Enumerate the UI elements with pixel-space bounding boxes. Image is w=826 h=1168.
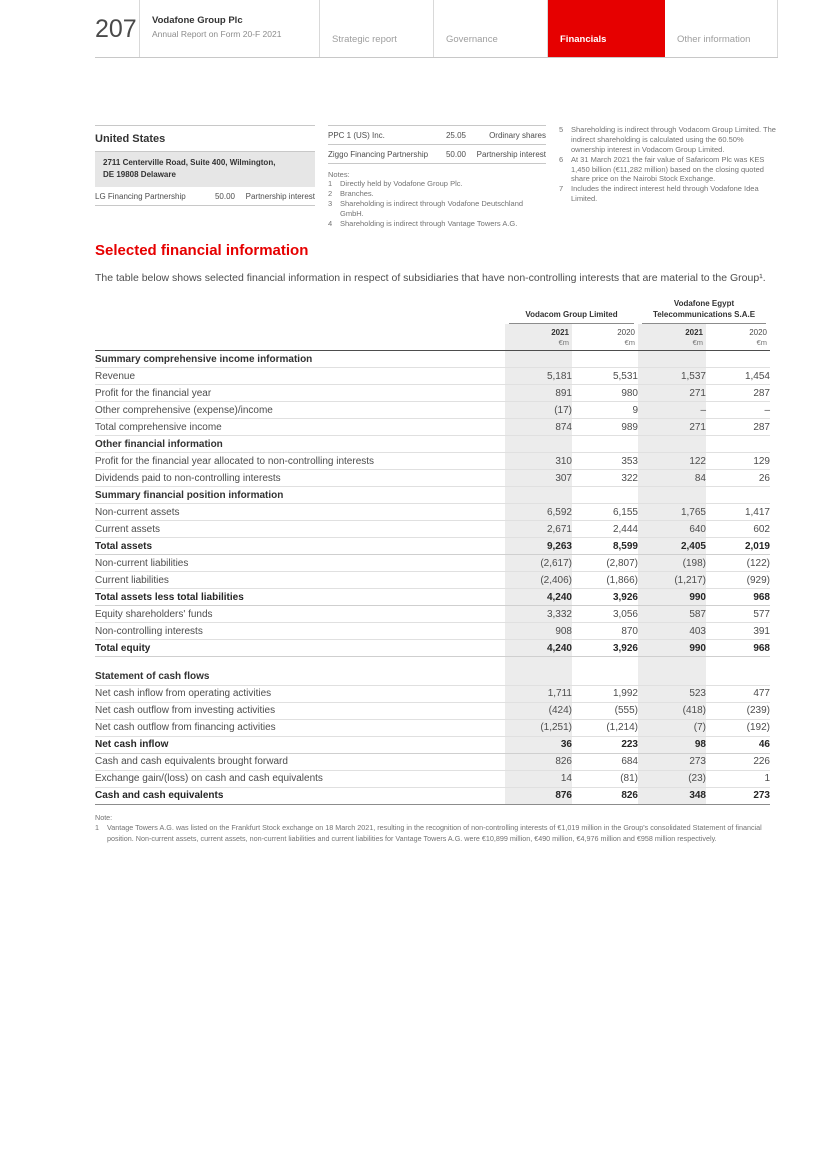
group-header-row — [95, 299, 770, 324]
note-item — [559, 155, 778, 185]
cell-value: 322 — [572, 470, 638, 487]
note-number: 4 — [328, 218, 333, 228]
cell-value: 223 — [572, 736, 638, 753]
cell-value: 9,263 — [505, 538, 572, 555]
cell-value: 5,531 — [572, 368, 638, 385]
year-header-row — [95, 324, 770, 337]
address-line: 2711 Centerville Road, Suite 400, Wilmington, — [103, 158, 276, 167]
cell-value: 968 — [706, 589, 770, 606]
note-text: Shareholding is indirect through Vodacom Group Limited. The indirect shareholding is calculated using the 60.50% ownership interest in Vodacom Group Limited. — [571, 125, 776, 154]
cell-value: 307 — [505, 470, 572, 487]
row-label: Other financial information — [95, 436, 505, 453]
holding-name: PPC 1 (US) Inc. — [328, 131, 385, 140]
table-row — [95, 719, 770, 736]
cell-value: 8,599 — [572, 538, 638, 555]
footnote-number: 1 — [95, 823, 99, 833]
cell-value: (239) — [706, 702, 770, 719]
note-text: Branches. — [340, 188, 374, 198]
cell-value: (192) — [706, 719, 770, 736]
cell-value: 602 — [706, 521, 770, 538]
cell-value: 477 — [706, 685, 770, 702]
cell-value: (1,217) — [638, 572, 706, 589]
cell-value: 523 — [638, 685, 706, 702]
cell-value: 908 — [505, 623, 572, 640]
tab-financials[interactable]: Financials — [548, 0, 665, 57]
cell-value — [572, 351, 638, 368]
table-row — [95, 402, 770, 419]
notes-label: Notes: — [328, 170, 350, 179]
cell-value: 36 — [505, 736, 572, 753]
cell-value: 9 — [572, 402, 638, 419]
table-row — [95, 436, 770, 453]
cell-value: 122 — [638, 453, 706, 470]
cell-value — [638, 669, 706, 686]
cell-value: (23) — [638, 770, 706, 787]
note-item — [328, 179, 546, 189]
row-label: Total assets less total liabilities — [95, 589, 505, 606]
tab-governance[interactable]: Governance — [434, 0, 548, 57]
holding-name: LG Financing Partnership — [95, 191, 186, 201]
cell-value: (929) — [706, 572, 770, 589]
row-label: Net cash outflow from financing activities — [95, 719, 505, 736]
holding-type: Partnership interest — [476, 150, 546, 159]
cell-value: 684 — [572, 753, 638, 770]
cell-value: 587 — [638, 606, 706, 623]
holding-type: Ordinary shares — [489, 131, 546, 140]
cell-value: 226 — [706, 753, 770, 770]
note-item — [328, 189, 546, 199]
cell-value: 1,537 — [638, 368, 706, 385]
address-line: DE 19808 Delaware — [103, 170, 176, 180]
cell-value: (81) — [572, 770, 638, 787]
year-header: 2020 — [749, 328, 767, 338]
cell-value: 310 — [505, 453, 572, 470]
cell-value: 271 — [638, 419, 706, 436]
cell-value: 4,240 — [505, 589, 572, 606]
cell-value: 2,019 — [706, 538, 770, 555]
note-item — [328, 219, 546, 229]
cell-value — [706, 351, 770, 368]
cell-value: (1,251) — [505, 719, 572, 736]
cell-value: 4,240 — [505, 640, 572, 657]
row-label: Total comprehensive income — [95, 419, 505, 436]
footnote-text: Vantage Towers A.G. was listed on the Frankfurt Stock exchange on 18 March 2021, resulting in the recognition of non-controlling interests of €1,019 million in the Group's consolidated Statement of financial position. Non-current assets, current assets, non-current liabilities and current liabilities for Vantage Towers A.G. were €10,899 million, €490 million, €4,976 million and €958 million respectively. — [107, 823, 762, 843]
cell-value: 876 — [505, 787, 572, 804]
row-label: Dividends paid to non-controlling interests — [95, 470, 505, 487]
holdings-right-column — [559, 125, 778, 228]
table-row — [95, 606, 770, 623]
cell-value: (7) — [638, 719, 706, 736]
cell-value: 3,332 — [505, 606, 572, 623]
tab-strategic-report[interactable]: Strategic report — [320, 0, 434, 57]
table-row — [95, 753, 770, 770]
table-row — [95, 368, 770, 385]
address-box — [95, 152, 315, 187]
page-header — [95, 0, 778, 58]
holdings-left-column — [95, 125, 315, 228]
cell-value: 353 — [572, 453, 638, 470]
table-footnote — [95, 813, 770, 844]
cell-value — [505, 669, 572, 686]
section-title: Selected financial information — [95, 242, 309, 260]
row-label: Profit for the financial year allocated to non-controlling interests — [95, 453, 505, 470]
footnote-label: Note: — [95, 812, 113, 822]
table-row — [95, 521, 770, 538]
row-label: Net cash outflow from investing activities — [95, 702, 505, 719]
cell-value: 287 — [706, 419, 770, 436]
cell-value: 891 — [505, 385, 572, 402]
cell-value: (418) — [638, 702, 706, 719]
row-label: Profit for the financial year — [95, 385, 505, 402]
report-title: Annual Report on Form 20-F 2021 — [152, 29, 282, 39]
table-row — [95, 685, 770, 702]
holdings-middle-column — [328, 125, 546, 228]
unit-header: €m — [505, 337, 572, 351]
cell-value — [638, 487, 706, 504]
cell-value — [706, 657, 770, 669]
cell-value — [505, 487, 572, 504]
cell-value: 6,155 — [572, 504, 638, 521]
note-number: 6 — [559, 154, 564, 164]
note-text: At 31 March 2021 the fair value of Safaricom Plc was KES 1,450 billion (€11,282 million) based on the closing quoted share price on the Nairobi Stock Exchange. — [571, 154, 765, 184]
cell-value: 1,992 — [572, 685, 638, 702]
cell-value: 3,056 — [572, 606, 638, 623]
cell-value: 577 — [706, 606, 770, 623]
financial-table-body — [95, 351, 770, 805]
table-row — [95, 538, 770, 555]
year-header: 2020 — [617, 328, 635, 338]
cell-value: 26 — [706, 470, 770, 487]
company-block — [140, 0, 320, 57]
cell-value: (198) — [638, 555, 706, 572]
cell-value: 348 — [638, 787, 706, 804]
cell-value: 968 — [706, 640, 770, 657]
table-row — [95, 669, 770, 686]
row-label: Summary comprehensive income information — [95, 351, 505, 368]
row-label: Total equity — [95, 640, 505, 657]
country-heading: United States — [95, 125, 315, 152]
note-number: 5 — [559, 125, 564, 134]
financial-table — [95, 299, 770, 804]
note-item — [559, 125, 778, 155]
cell-value: 46 — [706, 736, 770, 753]
cell-value: – — [638, 402, 706, 419]
cell-value — [572, 436, 638, 453]
cell-value: (1,214) — [572, 719, 638, 736]
unit-header: €m — [572, 337, 638, 351]
cell-value: 2,671 — [505, 521, 572, 538]
cell-value: (2,406) — [505, 572, 572, 589]
tab-other-information[interactable]: Other information — [665, 0, 778, 57]
table-row — [95, 589, 770, 606]
table-row — [95, 385, 770, 402]
cell-value — [706, 436, 770, 453]
note-number: 3 — [328, 198, 333, 208]
cell-value: – — [706, 402, 770, 419]
right-notes-list — [559, 125, 778, 204]
cell-value — [505, 436, 572, 453]
cell-value — [638, 657, 706, 669]
cell-value: 5,181 — [505, 368, 572, 385]
cell-value — [572, 669, 638, 686]
cell-value: (424) — [505, 702, 572, 719]
holdings-section — [95, 125, 778, 228]
cell-value: 1,417 — [706, 504, 770, 521]
row-label: Non-controlling interests — [95, 623, 505, 640]
note-text: Directly held by Vodafone Group Plc. — [340, 179, 463, 188]
row-label: Non-current assets — [95, 504, 505, 521]
cell-value — [706, 669, 770, 686]
cell-value: 84 — [638, 470, 706, 487]
cell-value — [638, 436, 706, 453]
header-tabs — [320, 0, 778, 57]
note-text: Shareholding is indirect through Vantage Towers A.G. — [340, 218, 518, 228]
cell-value: 1,765 — [638, 504, 706, 521]
cell-value: 403 — [638, 623, 706, 640]
note-item — [328, 199, 546, 219]
cell-value: 6,592 — [505, 504, 572, 521]
table-row — [95, 702, 770, 719]
cell-value: 1,454 — [706, 368, 770, 385]
holding-row — [328, 145, 546, 164]
table-row — [95, 787, 770, 804]
note-number: 1 — [328, 179, 333, 188]
section-intro: The table below shows selected financial information in respect of subsidiaries that have non-controlling interests that are material to the Group¹. — [95, 272, 766, 285]
row-label: Current liabilities — [95, 572, 505, 589]
table-spacer-row — [95, 657, 770, 669]
holding-name: Ziggo Financing Partnership — [328, 150, 429, 159]
table-row — [95, 572, 770, 589]
row-label: Current assets — [95, 521, 505, 538]
row-label — [95, 657, 505, 669]
row-label: Statement of cash flows — [95, 669, 505, 686]
holding-type: Partnership interest — [245, 191, 315, 201]
group-header-egypt: Vodafone Egypt Telecommunications S.A.E — [638, 299, 770, 324]
table-row — [95, 623, 770, 640]
cell-value: 989 — [572, 419, 638, 436]
cell-value: 273 — [706, 787, 770, 804]
cell-value: 98 — [638, 736, 706, 753]
row-label: Equity shareholders' funds — [95, 606, 505, 623]
cell-value: 129 — [706, 453, 770, 470]
unit-header: €m — [638, 337, 706, 351]
cell-value: 1,711 — [505, 685, 572, 702]
year-header: 2021 — [505, 324, 572, 337]
cell-value: (17) — [505, 402, 572, 419]
footnote-item — [95, 823, 770, 844]
cell-value: 3,926 — [572, 640, 638, 657]
table-row — [95, 555, 770, 572]
holding-row — [95, 187, 315, 206]
unit-header: €m — [706, 337, 770, 351]
page-number: 207 — [95, 0, 140, 57]
cell-value: (2,617) — [505, 555, 572, 572]
cell-value: 271 — [638, 385, 706, 402]
cell-value — [572, 487, 638, 504]
note-text: Includes the indirect interest held through Vodafone Idea Limited. — [571, 184, 759, 204]
note-item — [559, 184, 778, 204]
cell-value — [638, 351, 706, 368]
cell-value: 990 — [638, 589, 706, 606]
note-number: 7 — [559, 184, 564, 194]
cell-value: 826 — [505, 753, 572, 770]
holding-percent: 50.00 — [214, 191, 235, 201]
cell-value — [572, 657, 638, 669]
cell-value: 870 — [572, 623, 638, 640]
cell-value: 2,405 — [638, 538, 706, 555]
table-row — [95, 487, 770, 504]
cell-value: (1,866) — [572, 572, 638, 589]
cell-value: 3,926 — [572, 589, 638, 606]
row-label: Revenue — [95, 368, 505, 385]
holding-percent: 25.05 — [445, 131, 466, 140]
row-label: Summary financial position information — [95, 487, 505, 504]
table-row — [95, 736, 770, 753]
unit-header-row — [95, 337, 770, 351]
year-header: 2021 — [638, 324, 706, 337]
row-label: Non-current liabilities — [95, 555, 505, 572]
table-row — [95, 770, 770, 787]
row-label: Cash and cash equivalents — [95, 787, 505, 804]
row-label: Total assets — [95, 538, 505, 555]
cell-value: 287 — [706, 385, 770, 402]
cell-value: 273 — [638, 753, 706, 770]
cell-value: 990 — [638, 640, 706, 657]
company-name: Vodafone Group Plc — [152, 15, 243, 26]
cell-value: 874 — [505, 419, 572, 436]
note-text: Shareholding is indirect through Vodafone Deutschland GmbH. — [340, 198, 524, 218]
holding-row — [328, 125, 546, 145]
row-label: Other comprehensive (expense)/income — [95, 402, 505, 419]
holding-percent: 50.00 — [445, 150, 466, 159]
cell-value: 1 — [706, 770, 770, 787]
row-label: Exchange gain/(loss) on cash and cash equivalents — [95, 770, 505, 787]
cell-value — [505, 351, 572, 368]
cell-value: 980 — [572, 385, 638, 402]
cell-value: 640 — [638, 521, 706, 538]
cell-value: 14 — [505, 770, 572, 787]
cell-value: (122) — [706, 555, 770, 572]
table-row — [95, 504, 770, 521]
row-label: Net cash inflow from operating activities — [95, 685, 505, 702]
table-row — [95, 419, 770, 436]
cell-value — [706, 487, 770, 504]
table-row — [95, 351, 770, 368]
middle-notes-list — [328, 179, 546, 228]
cell-value: (2,807) — [572, 555, 638, 572]
cell-value: 2,444 — [572, 521, 638, 538]
row-label: Cash and cash equivalents brought forward — [95, 753, 505, 770]
table-row — [95, 470, 770, 487]
table-row — [95, 640, 770, 657]
row-label: Net cash inflow — [95, 736, 505, 753]
table-row — [95, 453, 770, 470]
cell-value — [505, 657, 572, 669]
note-number: 2 — [328, 188, 333, 198]
cell-value: 391 — [706, 623, 770, 640]
cell-value: 826 — [572, 787, 638, 804]
cell-value: (555) — [572, 702, 638, 719]
group-header-vodacom: Vodacom Group Limited — [505, 299, 638, 324]
